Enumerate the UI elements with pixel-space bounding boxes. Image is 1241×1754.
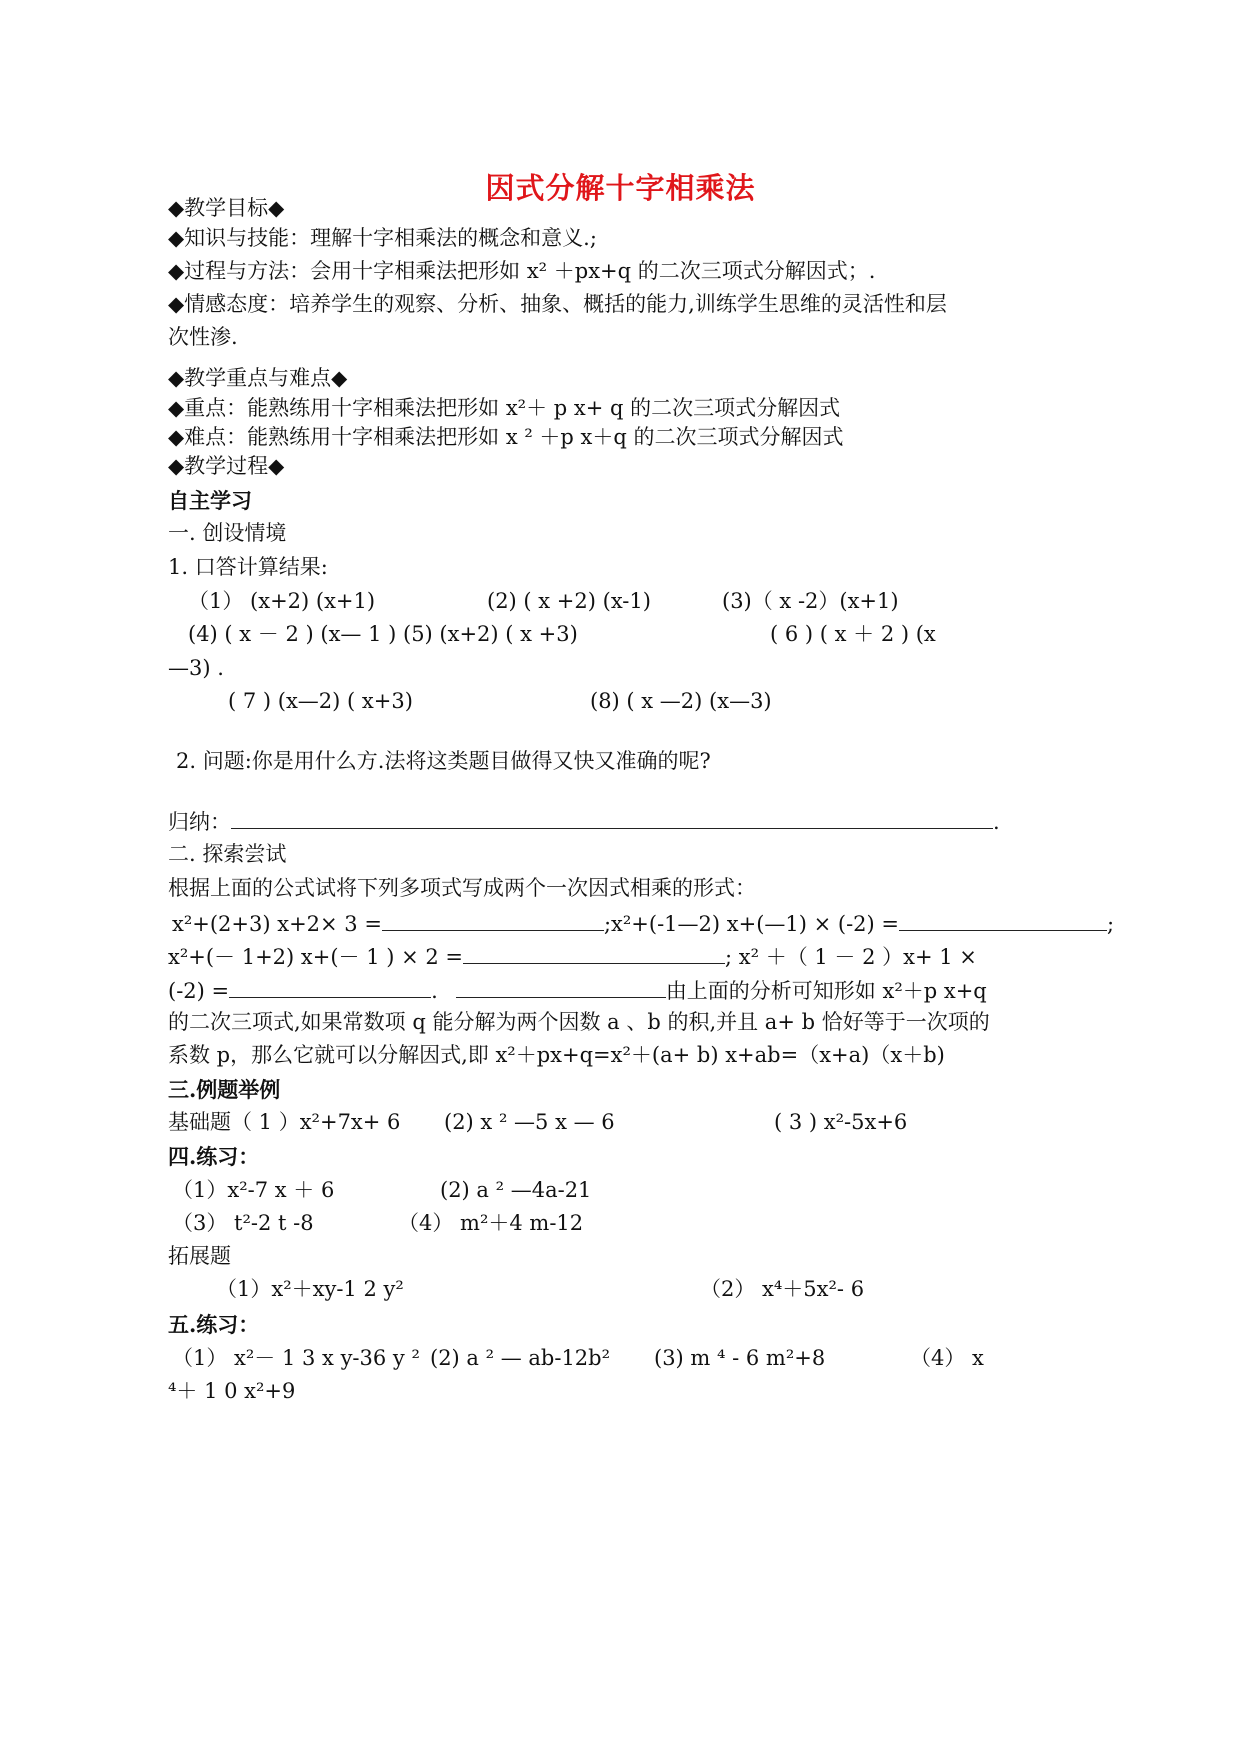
section-2-heading: 二. 探索尝试 <box>168 842 287 866</box>
practice-5-3: (3) m ⁴ - 6 m²+8 <box>654 1346 826 1370</box>
practice-4-2: (2) a ² —4a-21 <box>440 1178 592 1202</box>
goal-emotion-line1: ◆情感态度：培养学生的观察、分析、抽象、概括的能力,训练学生思维的灵活性和层 <box>168 292 947 316</box>
extension-1: （1）x²＋xy-1 2 y² <box>216 1277 404 1301</box>
section-3-heading: 三.例题举例 <box>168 1077 281 1102</box>
goal-heading: ◆教学目标◆ <box>168 196 285 220</box>
question-1-item-6-cont: —3) . <box>168 656 224 680</box>
hard-point: ◆难点：能熟练用十字相乘法把形如 x ² ＋p x＋q 的二次三项式分解因式 <box>168 425 844 449</box>
extension-heading: 拓展题 <box>168 1244 231 1268</box>
self-study-heading: 自主学习 <box>168 488 252 513</box>
basic-example-2: (2) x ² —5 x — 6 <box>444 1110 615 1134</box>
practice-5-4: （4） x <box>910 1346 984 1370</box>
exercise-f: 由上面的分析可知形如 x²＋p x+q <box>665 979 987 1003</box>
conclusion-line1: 的二次三项式,如果常数项 q 能分解为两个因数 a 、b 的积,并且 a+ b 恰好等于一次项的 <box>168 1010 990 1034</box>
goal-process: ◆过程与方法：会用十字相乘法把形如 x² ＋px+q 的二次三项式分解因式；. <box>168 259 876 283</box>
question-1-item-1: （1） (x+2) (x+1) <box>188 589 376 613</box>
question-1-item-2: (2) ( x +2) (x-1) <box>487 589 651 613</box>
section-2-intro: 根据上面的公式试将下列多项式写成两个一次因式相乘的形式： <box>168 876 756 900</box>
page-title: 因式分解十字相乘法 <box>485 171 756 205</box>
exercise-e: (-2) = <box>168 979 230 1003</box>
practice-5-1: （1） x²－ 1 3 x y-36 y ² <box>172 1346 420 1370</box>
question-1-items-4-5: (4) ( x － 2 ) (x— 1 ) (5) (x+2) ( x +3) <box>188 622 578 646</box>
exercise-a-blank[interactable] <box>382 910 604 931</box>
exercise-b-end: ; <box>1107 912 1115 936</box>
basic-example-3: ( 3 ) x²-5x+6 <box>774 1110 908 1134</box>
induce-label: 归纳： <box>168 810 231 834</box>
section-1-heading: 一. 创设情境 <box>168 521 287 545</box>
induce-blank[interactable] <box>231 808 993 829</box>
exercise-e-dot: . <box>431 979 438 1003</box>
induce-row <box>168 808 1000 835</box>
extension-2: （2） x⁴＋5x²- 6 <box>700 1277 865 1301</box>
exercise-b: ;x²+(-1—2) x+(—1) × (-2) = <box>603 912 900 936</box>
question-2: 2. 问题:你是用什么方.法将这类题目做得又快又准确的呢? <box>176 749 711 773</box>
question-1-item-8: (8) ( x —2) (x—3) <box>590 689 772 713</box>
question-1-item-3: (3)（ x -2）(x+1) <box>722 589 899 613</box>
key-point: ◆重点：能熟练用十字相乘法把形如 x²＋ p x+ q 的二次三项式分解因式 <box>168 396 841 420</box>
practice-4-3: （3） t²-2 t -8 <box>172 1211 314 1235</box>
section-4-heading: 四.练习： <box>168 1144 260 1169</box>
exercise-b-blank[interactable] <box>899 910 1107 931</box>
exercise-d: ; x² ＋（ 1 － 2 ）x+ 1 × <box>725 945 977 969</box>
practice-4-4: （4） m²＋4 m-12 <box>398 1211 584 1235</box>
practice-4-1: （1）x²-7 x ＋ 6 <box>172 1178 335 1202</box>
exercise-row-3 <box>168 977 987 1004</box>
question-1-item-7: ( 7 ) (x—2) ( x+3) <box>228 689 413 713</box>
exercise-row-1 <box>172 910 1114 937</box>
exercise-a: x²+(2+3) x+2× 3 = <box>172 912 382 936</box>
exercise-c: x²+(－ 1+2) x+(－ 1 ) × 2 = <box>168 945 464 969</box>
practice-5-2: (2) a ² — ab-12b² <box>430 1346 611 1370</box>
practice-5-4-cont: ⁴＋ 1 0 x²+9 <box>168 1379 296 1403</box>
question-1-item-6: ( 6 ) ( x ＋ 2 ) (x <box>770 622 936 646</box>
induce-end: . <box>993 810 1000 834</box>
exercise-f-blank[interactable] <box>456 977 666 998</box>
exercise-e-blank[interactable] <box>229 977 431 998</box>
key-heading: ◆教学重点与难点◆ <box>168 366 348 390</box>
conclusion-line2: 系数 p，那么它就可以分解因式,即 x²＋px+q=x²＋(a+ b) x+ab=（x+a)（x＋b) <box>168 1043 945 1067</box>
exercise-row-2 <box>168 943 977 970</box>
exercise-c-blank[interactable] <box>463 943 725 964</box>
basic-example-1: 基础题（ 1 ）x²+7x+ 6 <box>168 1110 401 1134</box>
goal-knowledge: ◆知识与技能：理解十字相乘法的概念和意义.; <box>168 226 597 250</box>
section-5-heading: 五.练习： <box>168 1312 260 1337</box>
process-heading: ◆教学过程◆ <box>168 454 285 478</box>
question-1: 1. 口答计算结果: <box>168 555 328 579</box>
goal-emotion-line2: 次性渗. <box>168 325 238 349</box>
